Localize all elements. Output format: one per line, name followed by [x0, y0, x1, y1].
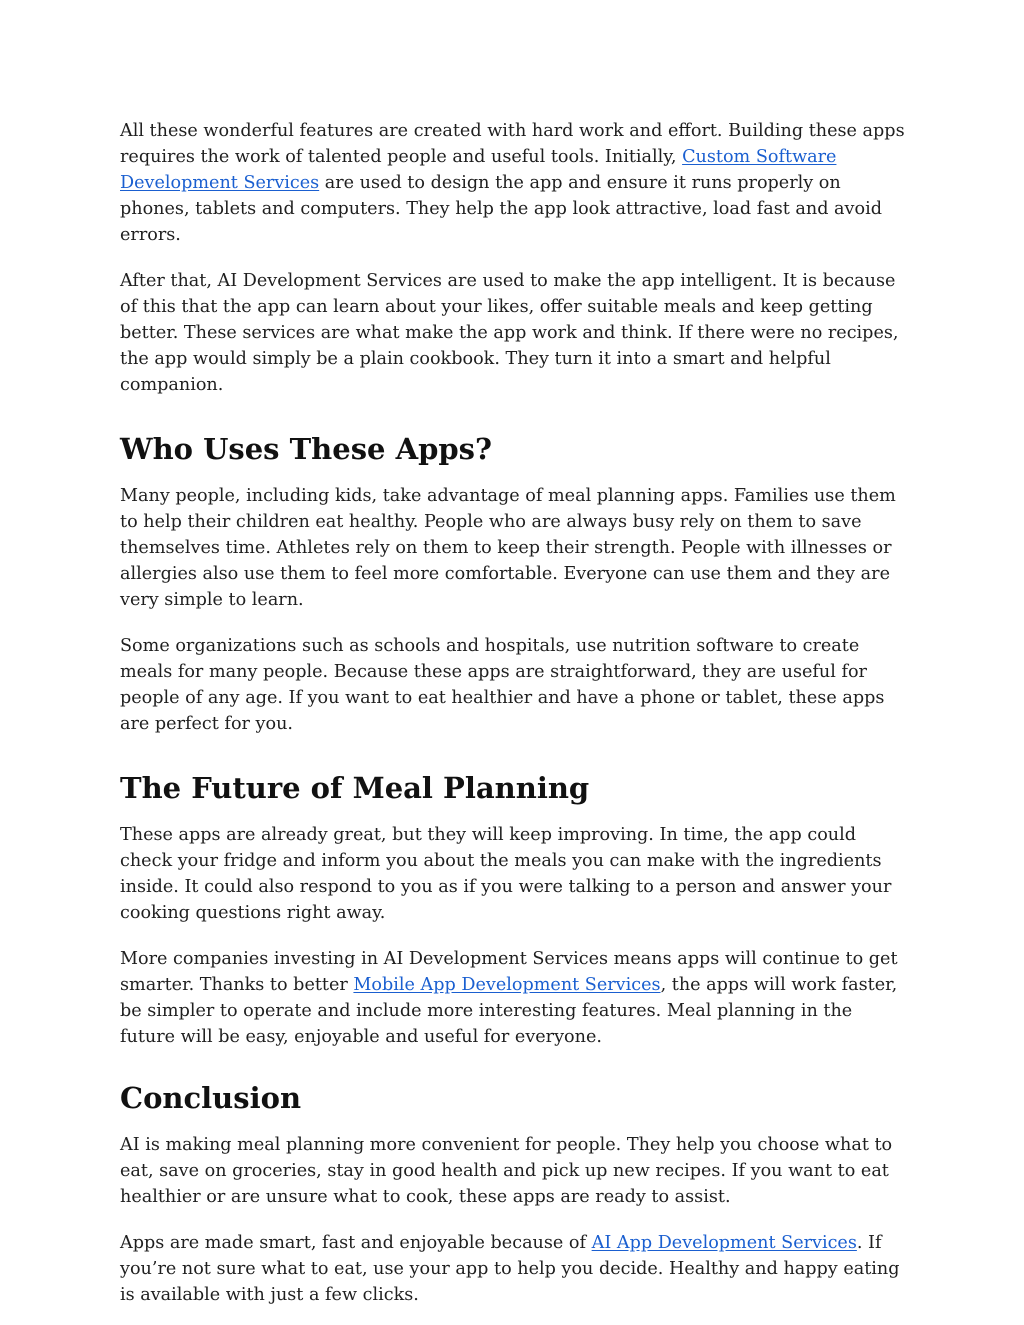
conclusion-p2-text-before: Apps are made smart, fast and enjoyable because of — [120, 1233, 592, 1253]
document-page — [120, 118, 910, 1308]
conclusion-heading: Conclusion — [120, 1081, 302, 1115]
intro-paragraph-2: After that, AI Development Services are used to make the app intelligent. It is because of this that the app can learn about your likes, offer suitable meals and keep getting better. These services are what make the app work and think. If there were no recipes, the app would simply be a plain cookbook. They turn it into a smart and helpful companion. — [120, 271, 899, 395]
intro-p1-text-before: All these wonderful features are created with hard work and effort. Building these apps requires the work of talented people and useful tools. Initially, — [120, 121, 905, 167]
who-uses-paragraph-1: Many people, including kids, take advantage of meal planning apps. Families use them to help their children eat healthy. People who are always busy rely on them to save themselves time. Athletes rely on them to keep their strength. People with illnesses or allergies also use them to feel more comfortable. Everyone can use them and they are very simple to learn. — [120, 486, 896, 610]
mobile-app-development-services-link[interactable]: Mobile App Development Services — [353, 975, 661, 995]
intro-p1-text-after: are used to design the app and ensure it runs properly on phones, tablets and computers. They help the app look attractive, load fast and avoid errors. — [120, 173, 882, 245]
conclusion-paragraph-2 — [120, 1230, 910, 1308]
who-uses-paragraph-2: Some organizations such as schools and hospitals, use nutrition software to create meals for many people. Because these apps are straightforward, they are useful for people of any age. If you want to eat healthier and have a phone or tablet, these apps are perfect for you. — [120, 636, 885, 734]
ai-app-development-services-link[interactable]: AI App Development Services — [591, 1233, 857, 1253]
intro-paragraph-1 — [120, 118, 910, 248]
future-p2-text-after: , the apps will work faster, be simpler to operate and include more interesting features. Meal planning in the future will be easy, enjoyable and useful for everyone. — [120, 975, 898, 1047]
future-paragraph-2 — [120, 946, 910, 1050]
future-paragraph-1: These apps are already great, but they will keep improving. In time, the app could check your fridge and inform you about the meals you can make with the ingredients inside. It could also respond to you as if you were talking to a person and answer your cooking questions right away. — [120, 825, 892, 923]
future-p2-text-before: More companies investing in AI Development Services means apps will continue to get smarter. Thanks to better — [120, 949, 898, 995]
who-uses-heading: Who Uses These Apps? — [120, 432, 492, 466]
future-heading: The Future of Meal Planning — [120, 771, 590, 805]
custom-software-development-services-link[interactable]: Custom Software Development Services — [120, 147, 837, 193]
conclusion-paragraph-1: AI is making meal planning more convenient for people. They help you choose what to eat, save on groceries, stay in good health and pick up new recipes. If you want to eat healthier or are unsure what to cook, these apps are ready to assist. — [120, 1135, 893, 1207]
conclusion-p2-text-after: . If you’re not sure what to eat, use your app to help you decide. Healthy and happy eating is available with just a few clicks. — [120, 1233, 900, 1305]
